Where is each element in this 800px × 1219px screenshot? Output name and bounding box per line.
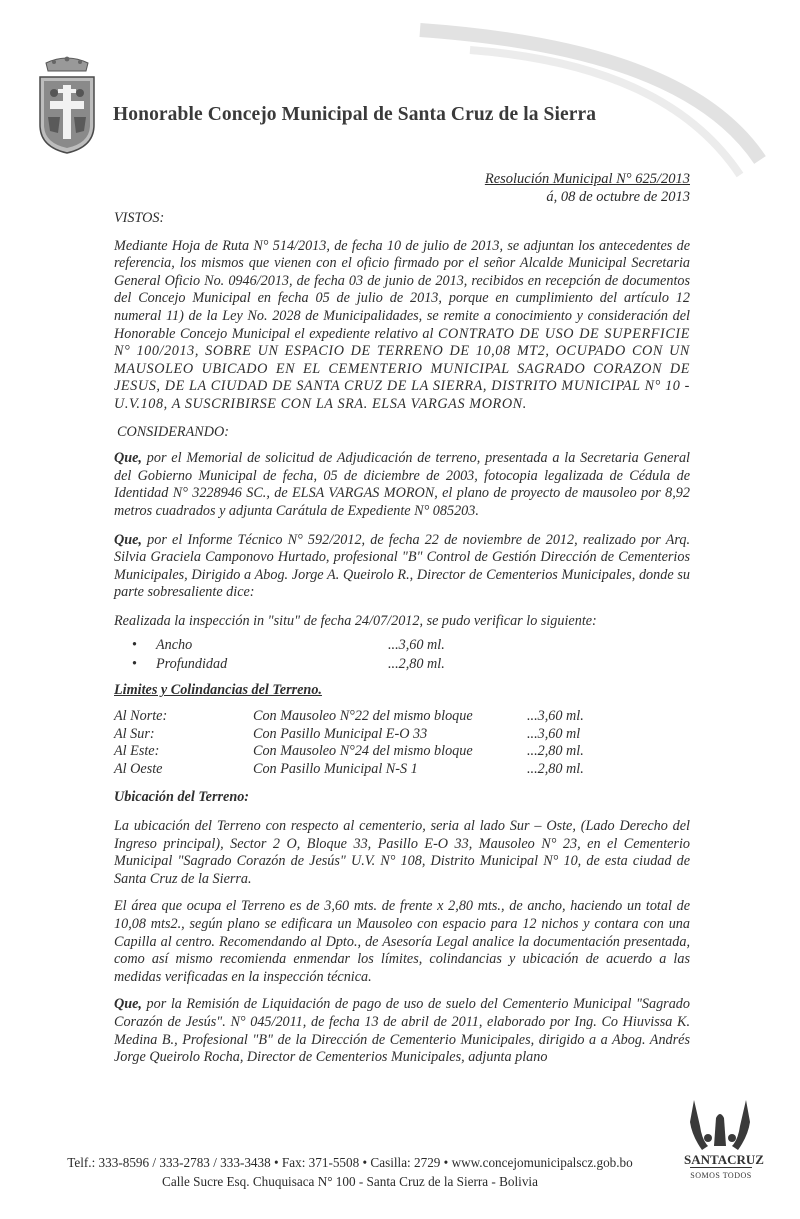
footer-contact: Telf.: 333-8596 / 333-2783 / 333-3438 • Fax: 371-5508 • Casilla: 2729 • www.concejomunicipalscz.gob.bo (67, 1155, 633, 1170)
considerando-text-2: por el Informe Técnico N° 592/2012, de fecha 22 de noviembre de 2012, realizado por Arq. Silvia Graciela Camponovo Hurtado, profesional "B" Control de Gestión Dirección de Cementerios Municipales, Dirigido a Abog. Jorge A. Queirolo R., Director de Cementerios Municipales, donde su parte sobresaliente dice: (114, 531, 690, 601)
institution-title: Honorable Concejo Municipal de Santa Cruz de la Sierra (113, 104, 597, 125)
limit-description: Con Mausoleo N°24 del mismo bloque (253, 743, 473, 760)
logo-name: SANTACRUZ (684, 1152, 764, 1167)
considerando-heading: CONSIDERANDO: (117, 423, 229, 440)
logo-tagline: SOMOS TODOS (690, 1167, 751, 1183)
limit-direction: Al Sur: (114, 725, 155, 742)
limits-table (114, 708, 647, 778)
vistos-caps-text: CONTRATO DE USO DE SUPERFICIE N° 100/2013, SOBRE UN ESPACIO DE TERRENO DE 10,08 MT2, OCUPADO CON UN MAUSOLEO UBICADO EN EL CEMENTERIO MUNICIPAL SAGRADO CORAZON DE JESUS, DE LA CIUDAD DE SANTA CRUZ DE LA SIERRA, DISTRITO MUNICIPAL N° 10 - U.V.108, A SUSCRIBIRSE CON LA SRA. ELSA VARGAS MORON. (114, 325, 690, 412)
location-title: Ubicación del Terreno: (114, 789, 250, 806)
coat-of-arms-icon (36, 55, 98, 155)
limits-title: Limites y Colindancias del Terreno. (114, 682, 322, 699)
table-row (114, 708, 647, 726)
measure-value: ...3,60 ml. (388, 637, 445, 654)
location-paragraph-1: La ubicación del Terreno con respecto al cementerio, seria al lado Sur – Oste, (Lado Derecho del Ingreso principal), Sector 2 O, Bloque 33, Pasillo E-O 33, Mausoleo N° 23, en el Cementerio Municipal "Sagrado Corazón de Jesús" U.V. N° 108, Distrito Municipal N° 10, de esta ciudad de Santa Cruz de la Sierra. (114, 818, 690, 887)
considerando-paragraph-1 (114, 450, 690, 520)
measurements-list (132, 636, 690, 674)
vistos-heading: VISTOS: (114, 210, 165, 226)
resolution-date: á, 08 de octubre de 2013 (546, 189, 690, 205)
location-text-3: por la Remisión de Liquidación de pago de uso de suelo del Cementerio Municipal "Sagrado Corazón de Jesús". N° 045/2011, de fecha 13 de abril de 2011, elaborado por Ing. Co Hiuvissa K. Medina B., Profesional "B" de la Dirección de Cementerio Municipales, dirigido a a Abog. Andrés Jorge Queirolo Rocha, Director de Cementerios Municipales, adjunta plano (114, 996, 690, 1066)
vistos-text: Mediante Hoja de Ruta N° 514/2013, de fecha 10 de julio de 2013, se adjuntan los antecedentes de referencia, los mismos que vienen con el oficio firmado por el señor Alcalde Municipal Secretaria General Oficio No. 0946/2013, de fecha 03 de junio de 2013, recibidos en recepción de documentos del Concejo Municipal en fecha 05 de julio de 2013, porque en cumplimiento del artículo 12 numeral 11) de la Ley No. 2028 de Municipalidades, se remite a conocimiento y consideración del Honorable Concejo Municipal el expediente relativo al (114, 237, 690, 342)
limit-value: ...2,80 ml. (527, 743, 584, 760)
que-lead: Que, (114, 450, 142, 467)
table-row (114, 743, 647, 761)
bullet-icon: • (132, 656, 137, 673)
bullet-icon: • (132, 637, 137, 654)
considerando-paragraph-2 (114, 532, 690, 602)
logo-wordmark (684, 1152, 764, 1183)
limit-value: ...2,80 ml. (527, 760, 584, 777)
footer-address: Calle Sucre Esq. Chuquisaca N° 100 - Santa Cruz de la Sierra - Bolivia (162, 1174, 538, 1189)
inspection-paragraph: Realizada la inspección in "situ" de fecha 24/07/2012, se pudo verificar lo siguiente: (114, 612, 597, 629)
table-row (114, 761, 647, 779)
que-lead: Que, (114, 996, 142, 1013)
considerando-text-1: por el Memorial de solicitud de Adjudicación de terreno, presentada a la Secretaria General del Gobierno Municipal de fecha, 05 de diciembre de 2003, fotocopia legalizada de Cédula de Identidad N° 3228946 SC., de ELSA VARGAS MORON, el plano de proyecto de mausoleo por 8,92 metros cuadrados y adjunta Carátula de Expediente N° 085203. (114, 450, 690, 519)
limit-value: ...3,60 ml (527, 725, 581, 742)
measure-value: ...2,80 ml. (388, 656, 445, 673)
limit-description: Con Pasillo Municipal N-S 1 (253, 760, 418, 777)
limit-direction: Al Oeste (114, 760, 163, 777)
list-item (132, 655, 690, 674)
limit-value: ...3,60 ml. (527, 708, 584, 725)
measure-label: Ancho (156, 637, 193, 654)
table-row (114, 726, 647, 744)
resolution-block (485, 170, 690, 206)
que-lead: Que, (114, 531, 142, 548)
limit-description: Con Mausoleo N°22 del mismo bloque (253, 708, 473, 725)
document-body (114, 210, 690, 1067)
location-paragraph-3 (114, 996, 690, 1066)
vistos-paragraph (114, 238, 690, 414)
footer (35, 1153, 665, 1191)
list-item (132, 636, 690, 655)
location-paragraph-2: El área que ocupa el Terreno es de 3,60 mts. de frente x 2,80 mts., de ancho, haciendo un total de 10,08 mts2., según plano se edificara un Mausoleo con espacio para 12 nichos y contara con una Capilla al centro. Recomendando al Dpto., de Asesoría Legal analice la documentación presentada, como así mismo recomienda enmendar los límites, colindancias y ubicación de acuerdo a las medidas verificadas en la inspección técnica. (114, 898, 690, 985)
measure-label: Profundidad (156, 656, 228, 673)
limit-description: Con Pasillo Municipal E-O 33 (253, 725, 428, 742)
limit-direction: Al Este: (114, 743, 160, 760)
limit-direction: Al Norte: (114, 708, 168, 725)
resolution-title: Resolución Municipal N° 625/2013 (484, 171, 690, 187)
